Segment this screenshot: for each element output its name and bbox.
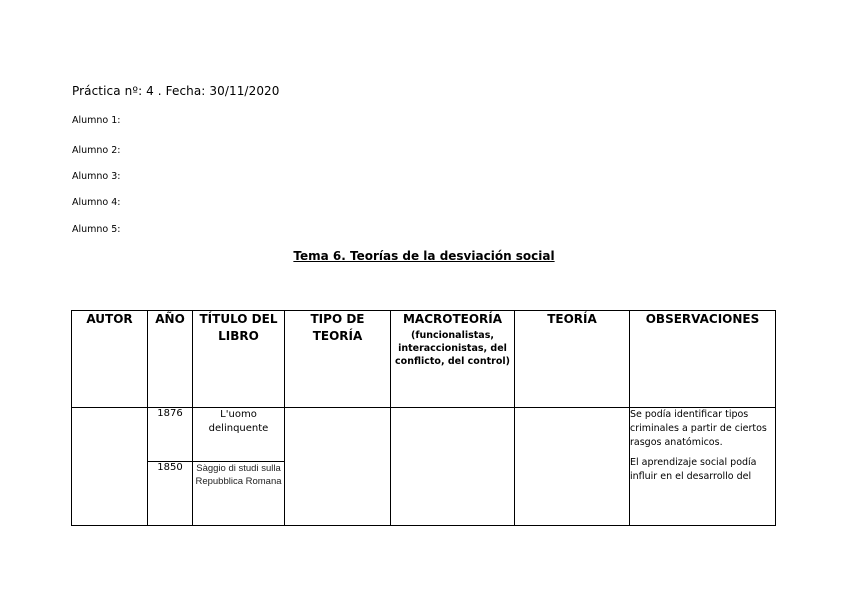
macro-cell[interactable] (391, 408, 515, 526)
theories-table (71, 310, 776, 526)
student-2-label: Alumno 2: (72, 145, 121, 156)
book-title-cell: Sàggio di studi sulla Repubblica Romana (193, 462, 285, 526)
col-header-titulo-text: TÍTULO DEL LIBRO (199, 312, 278, 343)
observation-2: El aprendizaje social podía influir en el desarrollo del (630, 457, 757, 482)
topic-title: Tema 6. Teorías de la desviación social (293, 249, 555, 263)
col-header-anio: AÑO (148, 311, 193, 408)
practice-header: Práctica nº: 4 . Fecha: 30/11/2020 (72, 84, 280, 98)
student-4-label: Alumno 4: (72, 197, 121, 208)
year-cell: 1850 (148, 462, 193, 526)
col-header-tipo (285, 311, 391, 408)
col-header-tipo-text: TIPO DE TEORÍA (310, 312, 365, 343)
observation-1: Se podía identificar tipos criminales a partir de ciertos rasgos anatómicos. (630, 409, 767, 448)
observaciones-cell (630, 408, 776, 526)
table-row (72, 408, 776, 462)
col-header-titulo (193, 311, 285, 408)
autor-cell[interactable] (72, 408, 148, 526)
year-cell: 1876 (148, 408, 193, 462)
book-title-cell: L'uomo delinquente (193, 408, 285, 462)
col-header-macro (391, 311, 515, 408)
col-header-autor: AUTOR (72, 311, 148, 408)
col-header-observaciones: OBSERVACIONES (630, 311, 776, 408)
col-header-teoria: TEORÍA (515, 311, 630, 408)
student-5-label: Alumno 5: (72, 224, 121, 235)
tipo-cell[interactable] (285, 408, 391, 526)
student-1-label: Alumno 1: (72, 115, 121, 126)
header-row (72, 311, 776, 408)
teoria-cell[interactable] (515, 408, 630, 526)
student-3-label: Alumno 3: (72, 171, 121, 182)
col-header-macro-text: MACROTEORÍA (402, 312, 503, 326)
col-header-macro-sub: (funcionalistas, interaccionistas, del conflicto, del control) (395, 330, 510, 367)
